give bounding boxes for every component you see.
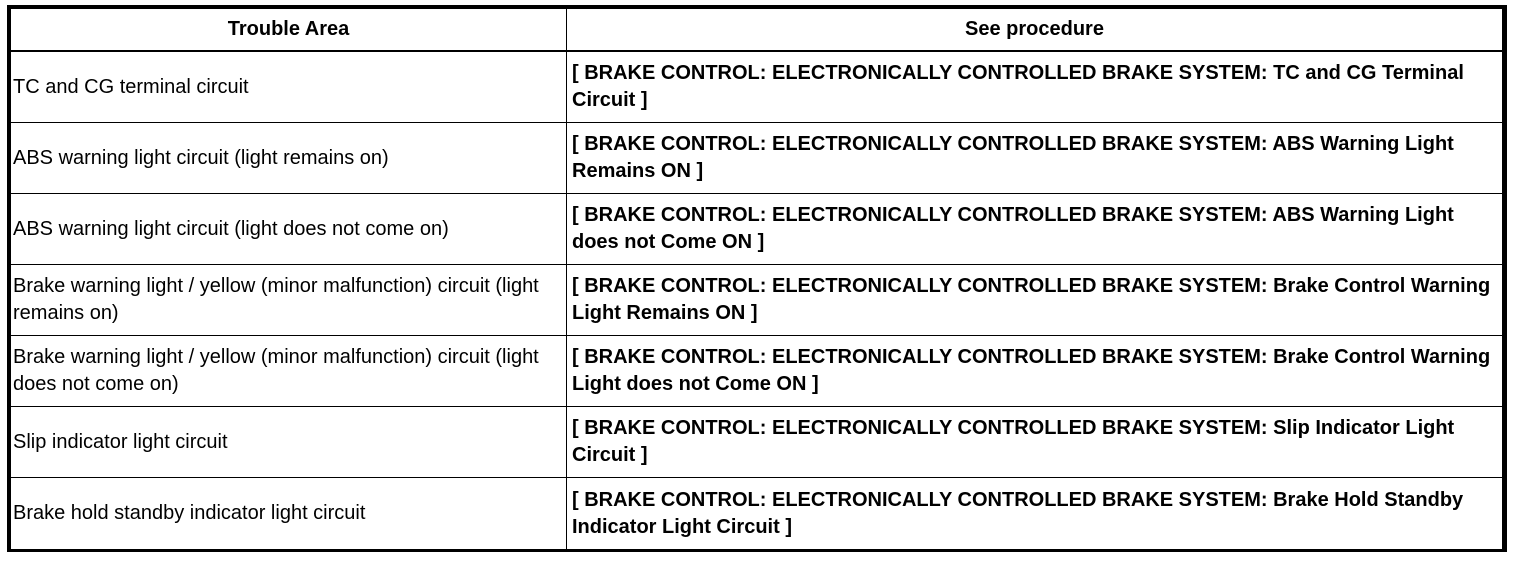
trouble-area-cell: Slip indicator light circuit	[11, 407, 567, 478]
procedure-link[interactable]: [ BRAKE CONTROL: ELECTRONICALLY CONTROLLED BRAKE SYSTEM: Brake Control Warning Light Remains ON ]	[567, 265, 1503, 336]
table-row	[11, 194, 1503, 265]
trouble-area-cell: ABS warning light circuit (light does not come on)	[11, 194, 567, 265]
table-row	[11, 265, 1503, 336]
trouble-area-cell: Brake warning light / yellow (minor malfunction) circuit (light does not come on)	[11, 336, 567, 407]
table-row	[11, 478, 1503, 550]
trouble-area-table-frame	[7, 5, 1507, 552]
trouble-area-cell: Brake hold standby indicator light circuit	[11, 478, 567, 550]
trouble-area-table	[10, 8, 1503, 550]
trouble-area-cell: Brake warning light / yellow (minor malfunction) circuit (light remains on)	[11, 265, 567, 336]
procedure-link[interactable]: [ BRAKE CONTROL: ELECTRONICALLY CONTROLLED BRAKE SYSTEM: Brake Control Warning Light does not Come ON ]	[567, 336, 1503, 407]
procedure-link[interactable]: [ BRAKE CONTROL: ELECTRONICALLY CONTROLLED BRAKE SYSTEM: Slip Indicator Light Circuit ]	[567, 407, 1503, 478]
table-row	[11, 336, 1503, 407]
table-row	[11, 407, 1503, 478]
procedure-link[interactable]: [ BRAKE CONTROL: ELECTRONICALLY CONTROLLED BRAKE SYSTEM: Brake Hold Standby Indicator Light Circuit ]	[567, 478, 1503, 550]
table-row	[11, 123, 1503, 194]
table-row	[11, 51, 1503, 123]
column-header-trouble-area: Trouble Area	[11, 9, 567, 52]
table-header-row	[11, 9, 1503, 52]
trouble-area-cell: ABS warning light circuit (light remains on)	[11, 123, 567, 194]
column-header-see-procedure: See procedure	[567, 9, 1503, 52]
procedure-link[interactable]: [ BRAKE CONTROL: ELECTRONICALLY CONTROLLED BRAKE SYSTEM: ABS Warning Light does not Come ON ]	[567, 194, 1503, 265]
procedure-link[interactable]: [ BRAKE CONTROL: ELECTRONICALLY CONTROLLED BRAKE SYSTEM: TC and CG Terminal Circuit ]	[567, 51, 1503, 123]
procedure-link[interactable]: [ BRAKE CONTROL: ELECTRONICALLY CONTROLLED BRAKE SYSTEM: ABS Warning Light Remains ON ]	[567, 123, 1503, 194]
trouble-area-cell: TC and CG terminal circuit	[11, 51, 567, 123]
